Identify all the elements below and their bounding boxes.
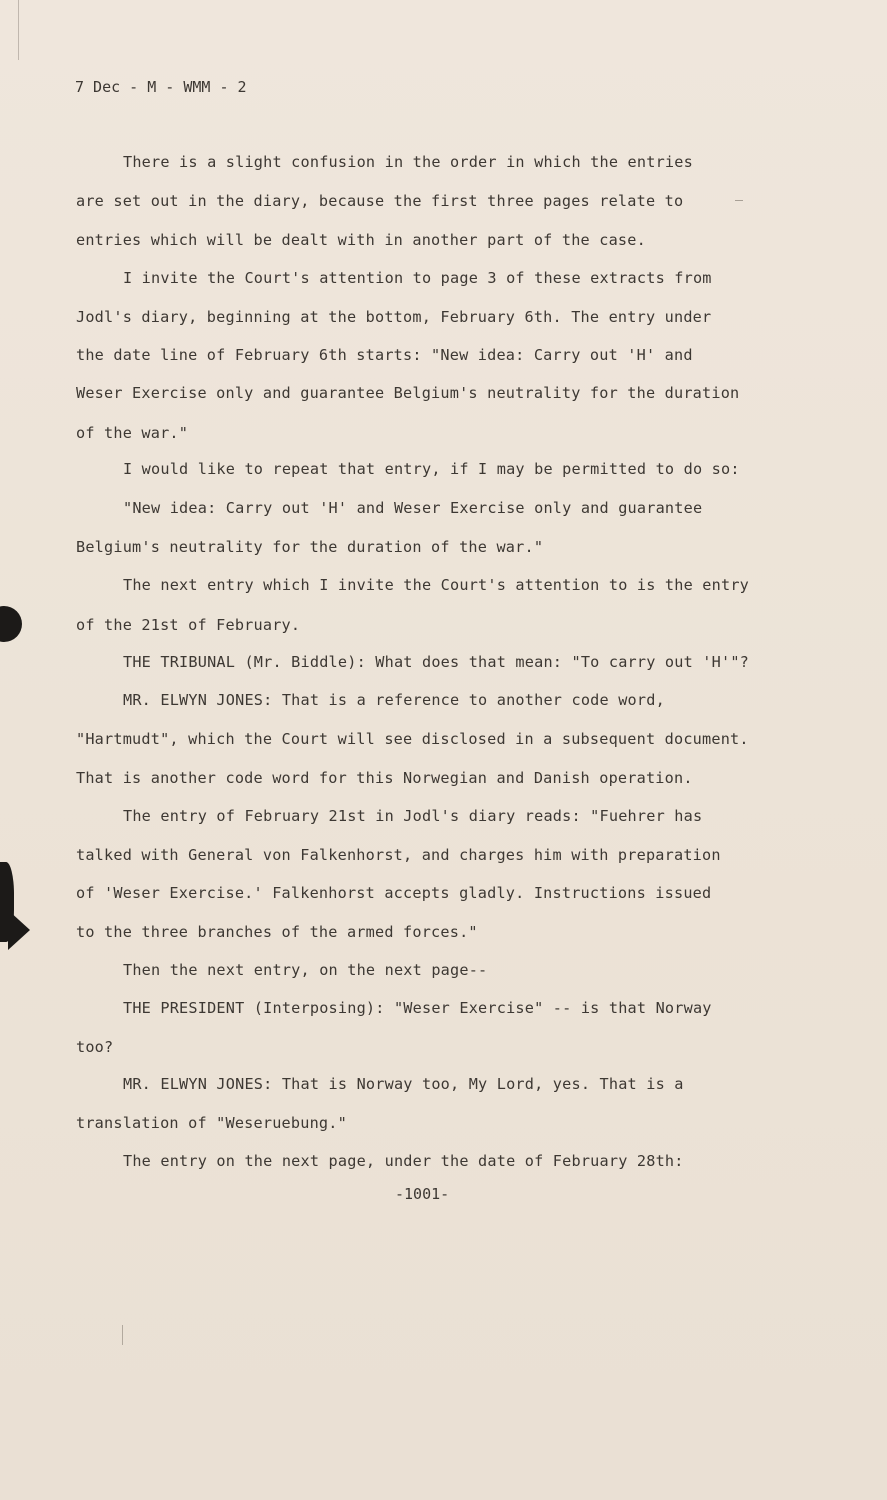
text-line: THE TRIBUNAL (Mr. Biddle): What does that mean: "To carry out 'H'"? — [123, 653, 750, 671]
binding-mark-tip — [8, 910, 30, 950]
text-line: THE PRESIDENT (Interposing): "Weser Exercise" -- is that Norway — [123, 999, 712, 1017]
punch-hole — [0, 606, 22, 642]
text-line: talked with General von Falkenhorst, and charges him with preparation — [76, 846, 721, 864]
text-line: Weser Exercise only and guarantee Belgium's neutrality for the duration — [76, 384, 740, 402]
text-line: There is a slight confusion in the order in which the entries — [123, 153, 693, 171]
text-line: Then the next entry, on the next page-- — [123, 961, 488, 979]
text-line: I would like to repeat that entry, if I may be permitted to do so: — [123, 460, 740, 478]
edge-line — [18, 0, 19, 60]
text-line: MR. ELWYN JONES: That is a reference to another code word, — [123, 691, 665, 709]
page-header: 7 Dec - M - WMM - 2 — [75, 78, 247, 96]
text-line: entries which will be dealt with in another part of the case. — [76, 231, 646, 249]
text-line: of 'Weser Exercise.' Falkenhorst accepts gladly. Instructions issued — [76, 884, 712, 902]
text-line: the date line of February 6th starts: "New idea: Carry out 'H' and — [76, 346, 693, 364]
text-line: of the 21st of February. — [76, 616, 301, 634]
text-line: "Hartmudt", which the Court will see disclosed in a subsequent document. — [76, 730, 749, 748]
text-line: Jodl's diary, beginning at the bottom, February 6th. The entry under — [76, 308, 712, 326]
text-line: The entry on the next page, under the date of February 28th: — [123, 1152, 684, 1170]
text-line: The entry of February 21st in Jodl's diary reads: "Fuehrer has — [123, 807, 703, 825]
text-line: to the three branches of the armed forces." — [76, 923, 478, 941]
page-number: -1001- — [395, 1185, 450, 1203]
text-line: I invite the Court's attention to page 3 of these extracts from — [123, 269, 712, 287]
stray-mark — [735, 200, 743, 201]
stray-mark — [122, 1325, 123, 1345]
text-line: are set out in the diary, because the first three pages relate to — [76, 192, 684, 210]
text-line: "New idea: Carry out 'H' and Weser Exercise only and guarantee — [123, 499, 703, 517]
text-line: too? — [76, 1038, 114, 1056]
text-line: MR. ELWYN JONES: That is Norway too, My Lord, yes. That is a — [123, 1075, 684, 1093]
text-line: translation of "Weseruebung." — [76, 1114, 347, 1132]
text-line: Belgium's neutrality for the duration of the war." — [76, 538, 544, 556]
text-line: The next entry which I invite the Court's attention to is the entry — [123, 576, 750, 594]
text-line: That is another code word for this Norwegian and Danish operation. — [76, 769, 693, 787]
text-line: of the war." — [76, 424, 189, 442]
